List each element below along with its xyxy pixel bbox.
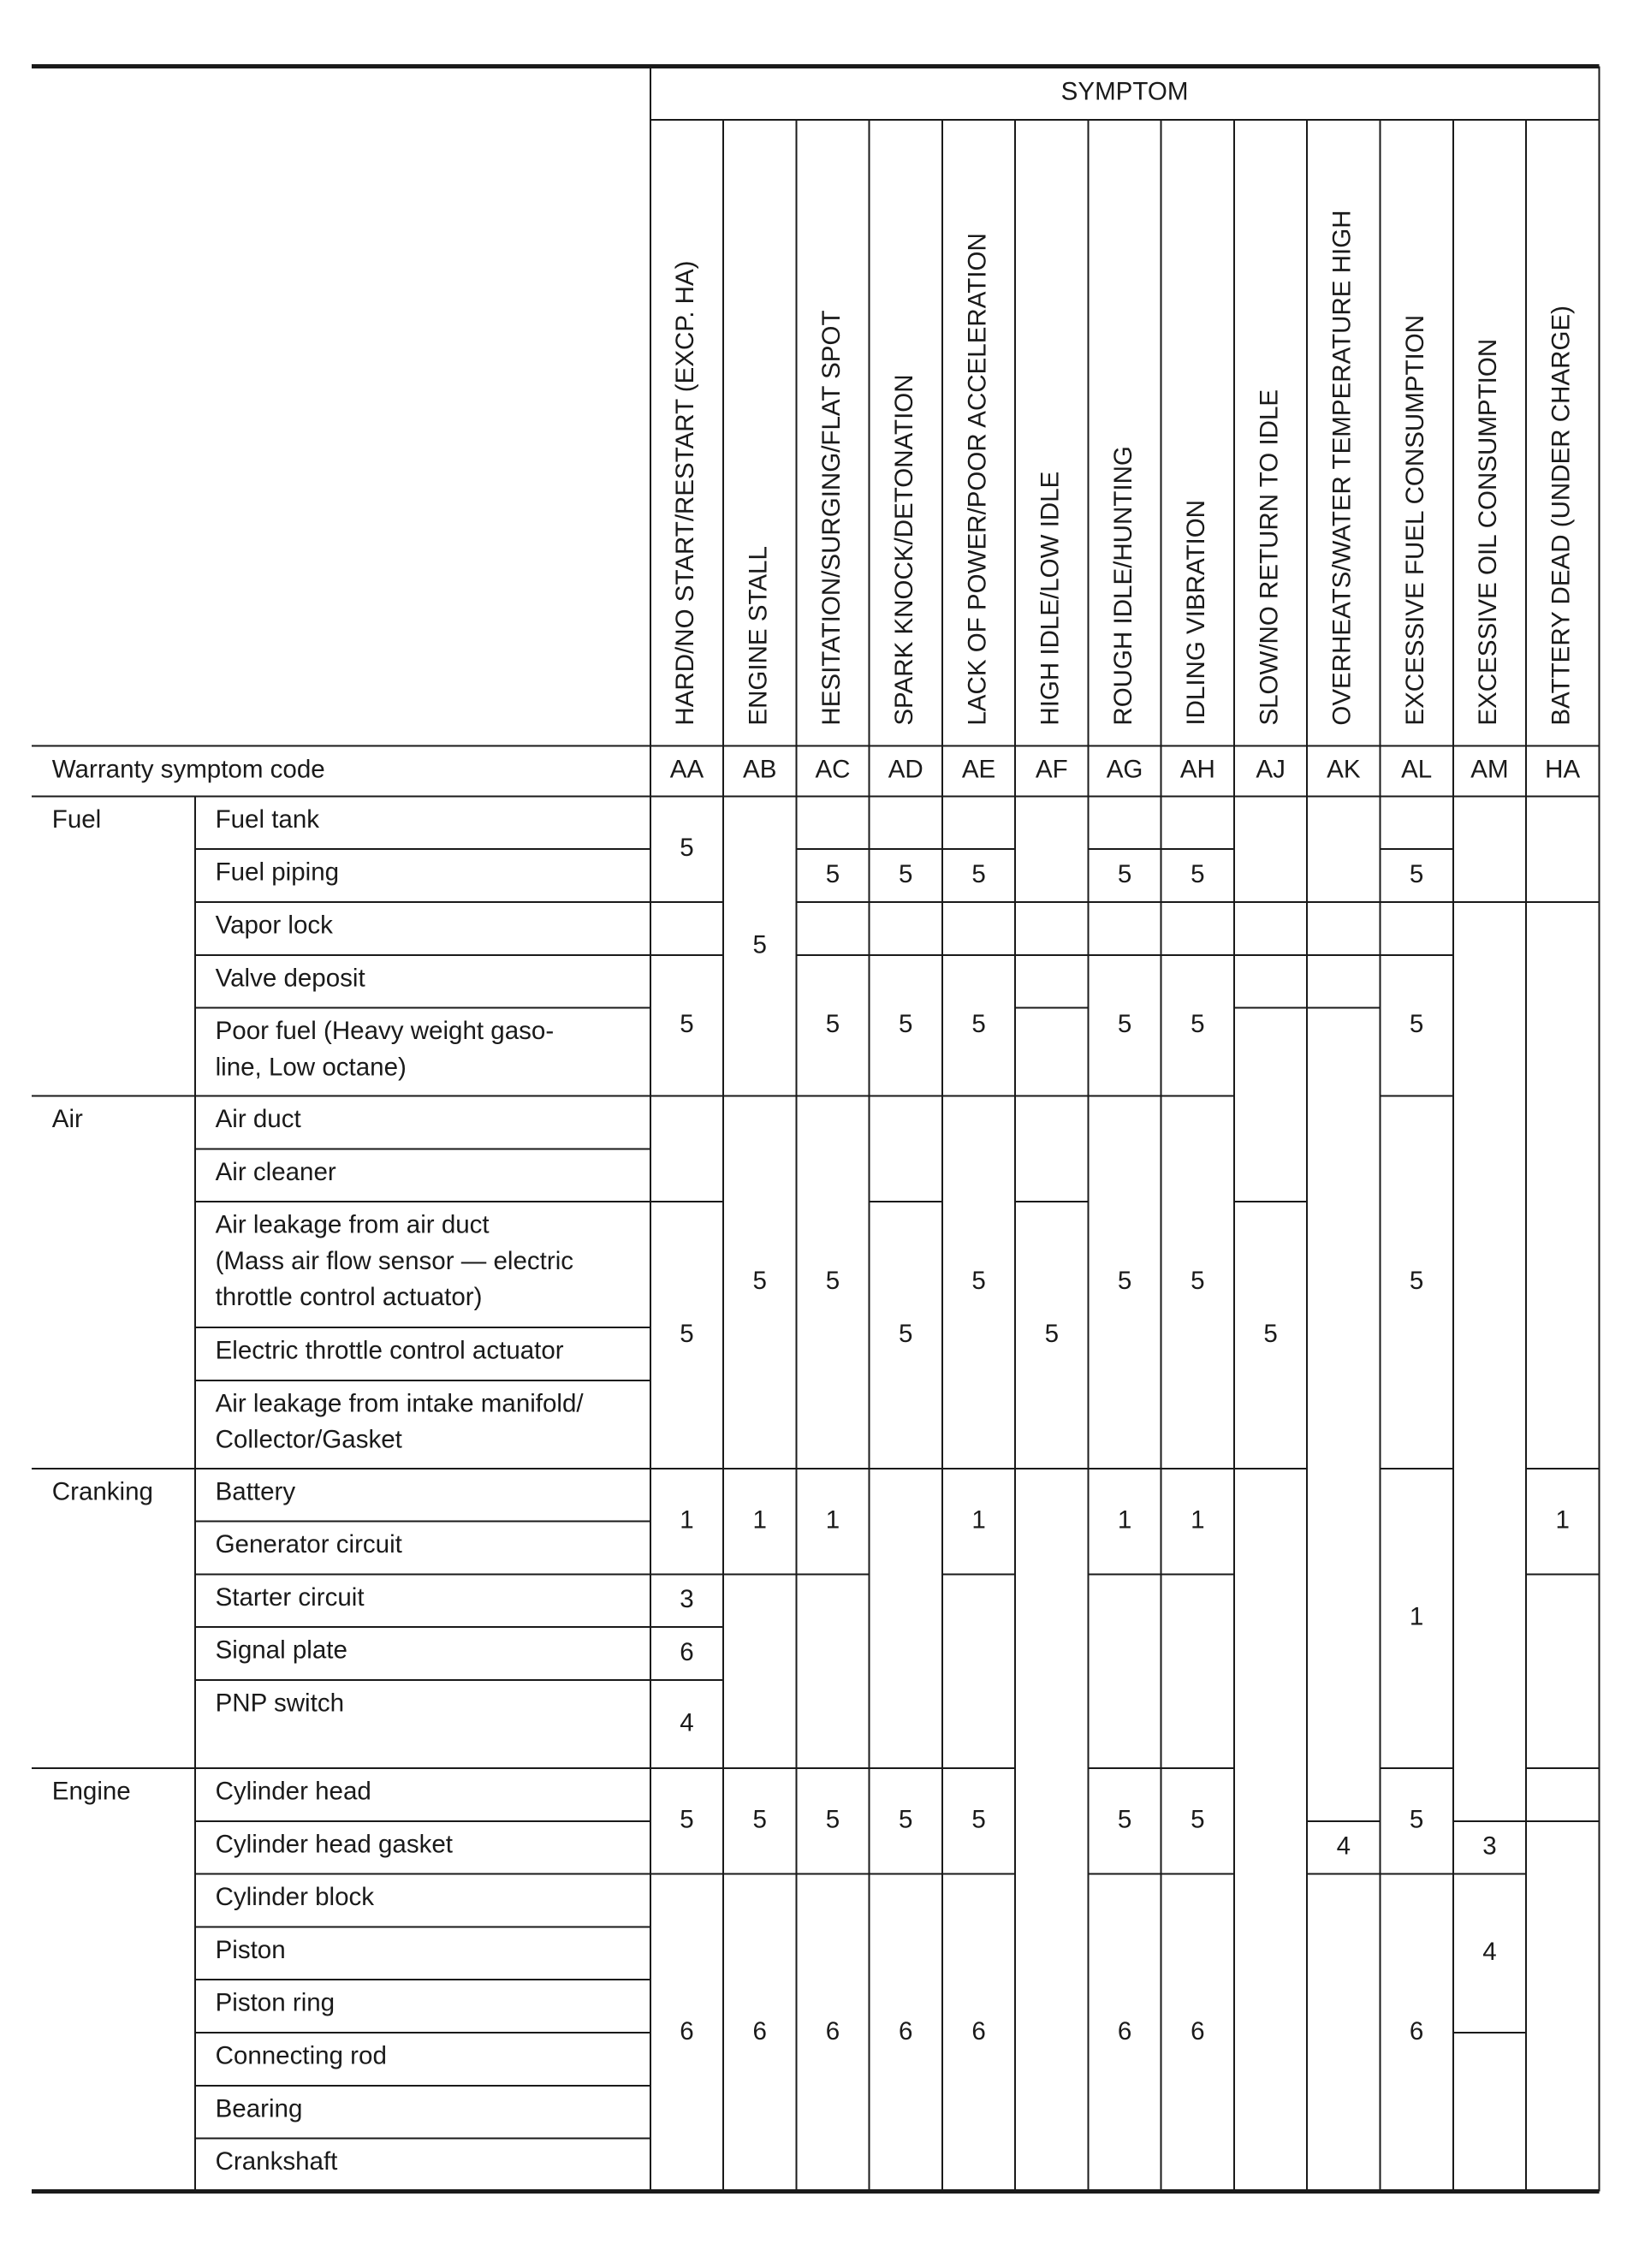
cell-value: 1 (1191, 1505, 1205, 1535)
symptom-code-ha: HA (1545, 755, 1581, 784)
cell-value: 5 (680, 833, 694, 862)
cell-value: 5 (752, 930, 767, 959)
symptom-name-ae: LACK OF POWER/POOR ACCELERATION (963, 233, 992, 726)
row-label: Fuel tank (215, 804, 320, 834)
row-label: Piston ring (215, 1988, 336, 2017)
group-label-air: Air (51, 1105, 83, 1134)
cell-value: 5 (825, 1266, 840, 1295)
cell-value: 6 (680, 1637, 694, 1666)
symptom-name-ak: OVERHEATS/WATER TEMPERATURE HIGH (1327, 210, 1357, 726)
row-label: Cylinder head (215, 1777, 371, 1806)
cell-value: 5 (825, 859, 840, 888)
row-label: line, Low octane) (215, 1053, 407, 1082)
row-label: Cylinder head gasket (215, 1830, 454, 1859)
symptom-code-aa: AA (669, 755, 704, 784)
cell-value: 6 (680, 2016, 694, 2045)
symptom-name-al: EXCESSIVE FUEL CONSUMPTION (1400, 314, 1429, 726)
row-label: Bearing (215, 2094, 303, 2123)
cell-value: 5 (752, 1266, 767, 1295)
symptom-name-af: HIGH IDLE/LOW IDLE (1036, 471, 1065, 726)
cell-value: 5 (971, 859, 986, 888)
row-label: Air cleaner (215, 1157, 336, 1186)
symptom-code-af: AF (1035, 755, 1068, 784)
symptom-name-ac: HESITATION/SURGING/FLAT SPOT (816, 310, 846, 726)
symptom-code-al: AL (1401, 755, 1433, 784)
cell-value: 5 (1191, 859, 1205, 888)
cell-value: 5 (1117, 1009, 1132, 1038)
symptom-code-ah: AH (1179, 755, 1215, 784)
row-label: Starter circuit (215, 1582, 365, 1612)
cell-value: 5 (1117, 859, 1132, 888)
symptom-code-ae: AE (961, 755, 996, 784)
row-label: Air duct (215, 1105, 301, 1134)
row-label: Vapor lock (215, 911, 333, 940)
group-label-fuel: Fuel (51, 804, 102, 834)
row-label: Piston (215, 1935, 286, 1964)
symptom-header: SYMPTOM (1060, 77, 1189, 106)
row-label: Air leakage from intake manifold/ (215, 1389, 584, 1418)
cell-value: 5 (680, 1805, 694, 1834)
cell-value: 5 (1117, 1266, 1132, 1295)
cell-value: 5 (825, 1805, 840, 1834)
cell-value: 1 (1409, 1602, 1424, 1631)
cell-value: 5 (971, 1266, 986, 1295)
row-label: Crankshaft (215, 2147, 338, 2176)
group-label-cranking: Cranking (51, 1477, 153, 1506)
cell-value: 5 (899, 859, 913, 888)
cell-value: 1 (1117, 1505, 1132, 1535)
cell-value: 5 (899, 1805, 913, 1834)
cell-value: 5 (1191, 1009, 1205, 1038)
row-label: Collector/Gasket (215, 1425, 402, 1454)
cell-value: 5 (971, 1009, 986, 1038)
row-label: Cylinder block (215, 1883, 375, 1912)
cell-value: 6 (752, 2016, 767, 2045)
cell-value: 3 (1482, 1832, 1497, 1861)
cell-value: 5 (971, 1805, 986, 1834)
cell-value: 5 (1191, 1805, 1205, 1834)
symptom-code-ab: AB (743, 755, 777, 784)
cell-value: 6 (825, 2016, 840, 2045)
symptom-name-ad: SPARK KNOCK/DETONATION (890, 374, 919, 726)
row-label: Battery (215, 1477, 296, 1506)
symptom-name-ah: IDLING VIBRATION (1182, 499, 1211, 726)
cell-value: 5 (1191, 1266, 1205, 1295)
symptom-name-aa: HARD/NO START/RESTART (EXCP. HA) (671, 260, 700, 726)
cell-value: 5 (1409, 1805, 1424, 1834)
row-label: (Mass air flow sensor — electric (215, 1246, 574, 1275)
row-label: Electric throttle control actuator (215, 1336, 564, 1365)
group-label-engine: Engine (51, 1777, 131, 1806)
row-label: Generator circuit (215, 1530, 402, 1559)
cell-value: 5 (825, 1009, 840, 1038)
cell-value: 3 (680, 1585, 694, 1614)
cell-value: 4 (1336, 1832, 1351, 1861)
symptom-code-am: AM (1470, 755, 1509, 784)
cell-value: 6 (1191, 2016, 1205, 2045)
cell-value: 5 (899, 1009, 913, 1038)
row-label: Signal plate (215, 1636, 347, 1665)
row-label: Poor fuel (Heavy weight gaso- (215, 1017, 555, 1046)
cell-value: 5 (680, 1319, 694, 1348)
symptom-code-ag: AG (1106, 755, 1143, 784)
symptom-name-am: EXCESSIVE OIL CONSUMPTION (1474, 338, 1503, 726)
symptom-code-ak: AK (1327, 755, 1361, 784)
cell-value: 5 (899, 1319, 913, 1348)
cell-value: 5 (680, 1009, 694, 1038)
symptom-name-ab: ENGINE STALL (744, 546, 773, 726)
cell-value: 1 (825, 1505, 840, 1535)
cell-value: 4 (1482, 1938, 1497, 1967)
cell-value: 5 (1409, 1266, 1424, 1295)
symptom-name-ag: ROUGH IDLE/HUNTING (1108, 446, 1137, 726)
symptom-name-ha: BATTERY DEAD (UNDER CHARGE) (1547, 305, 1576, 726)
cell-value: 6 (899, 2016, 913, 2045)
symptom-code-aj: AJ (1256, 755, 1286, 784)
row-label: Fuel piping (215, 858, 340, 887)
cell-value: 6 (1117, 2016, 1132, 2045)
cell-value: 1 (680, 1505, 694, 1535)
row-label: Connecting rod (215, 2041, 387, 2070)
cell-value: 5 (1409, 859, 1424, 888)
cell-value: 6 (971, 2016, 986, 2045)
warranty-symptom-label: Warranty symptom code (51, 755, 325, 784)
cell-value: 5 (1044, 1319, 1060, 1348)
row-label: Air leakage from air duct (215, 1210, 490, 1239)
cell-value: 1 (971, 1505, 986, 1535)
cell-value: 1 (1555, 1505, 1570, 1535)
cell-value: 5 (1409, 1009, 1424, 1038)
row-label: throttle control actuator) (215, 1283, 483, 1312)
cell-value: 1 (752, 1505, 767, 1535)
symptom-code-ac: AC (815, 755, 851, 784)
cell-value: 4 (680, 1708, 694, 1737)
row-label: Valve deposit (215, 964, 365, 993)
cell-value: 6 (1409, 2016, 1424, 2045)
cell-value: 5 (752, 1805, 767, 1834)
cell-value: 5 (1263, 1319, 1278, 1348)
symptom-code-ad: AD (888, 755, 923, 784)
symptom-name-aj: SLOW/NO RETURN TO IDLE (1255, 389, 1284, 726)
cell-value: 5 (1117, 1805, 1132, 1834)
row-label: PNP switch (215, 1689, 345, 1718)
